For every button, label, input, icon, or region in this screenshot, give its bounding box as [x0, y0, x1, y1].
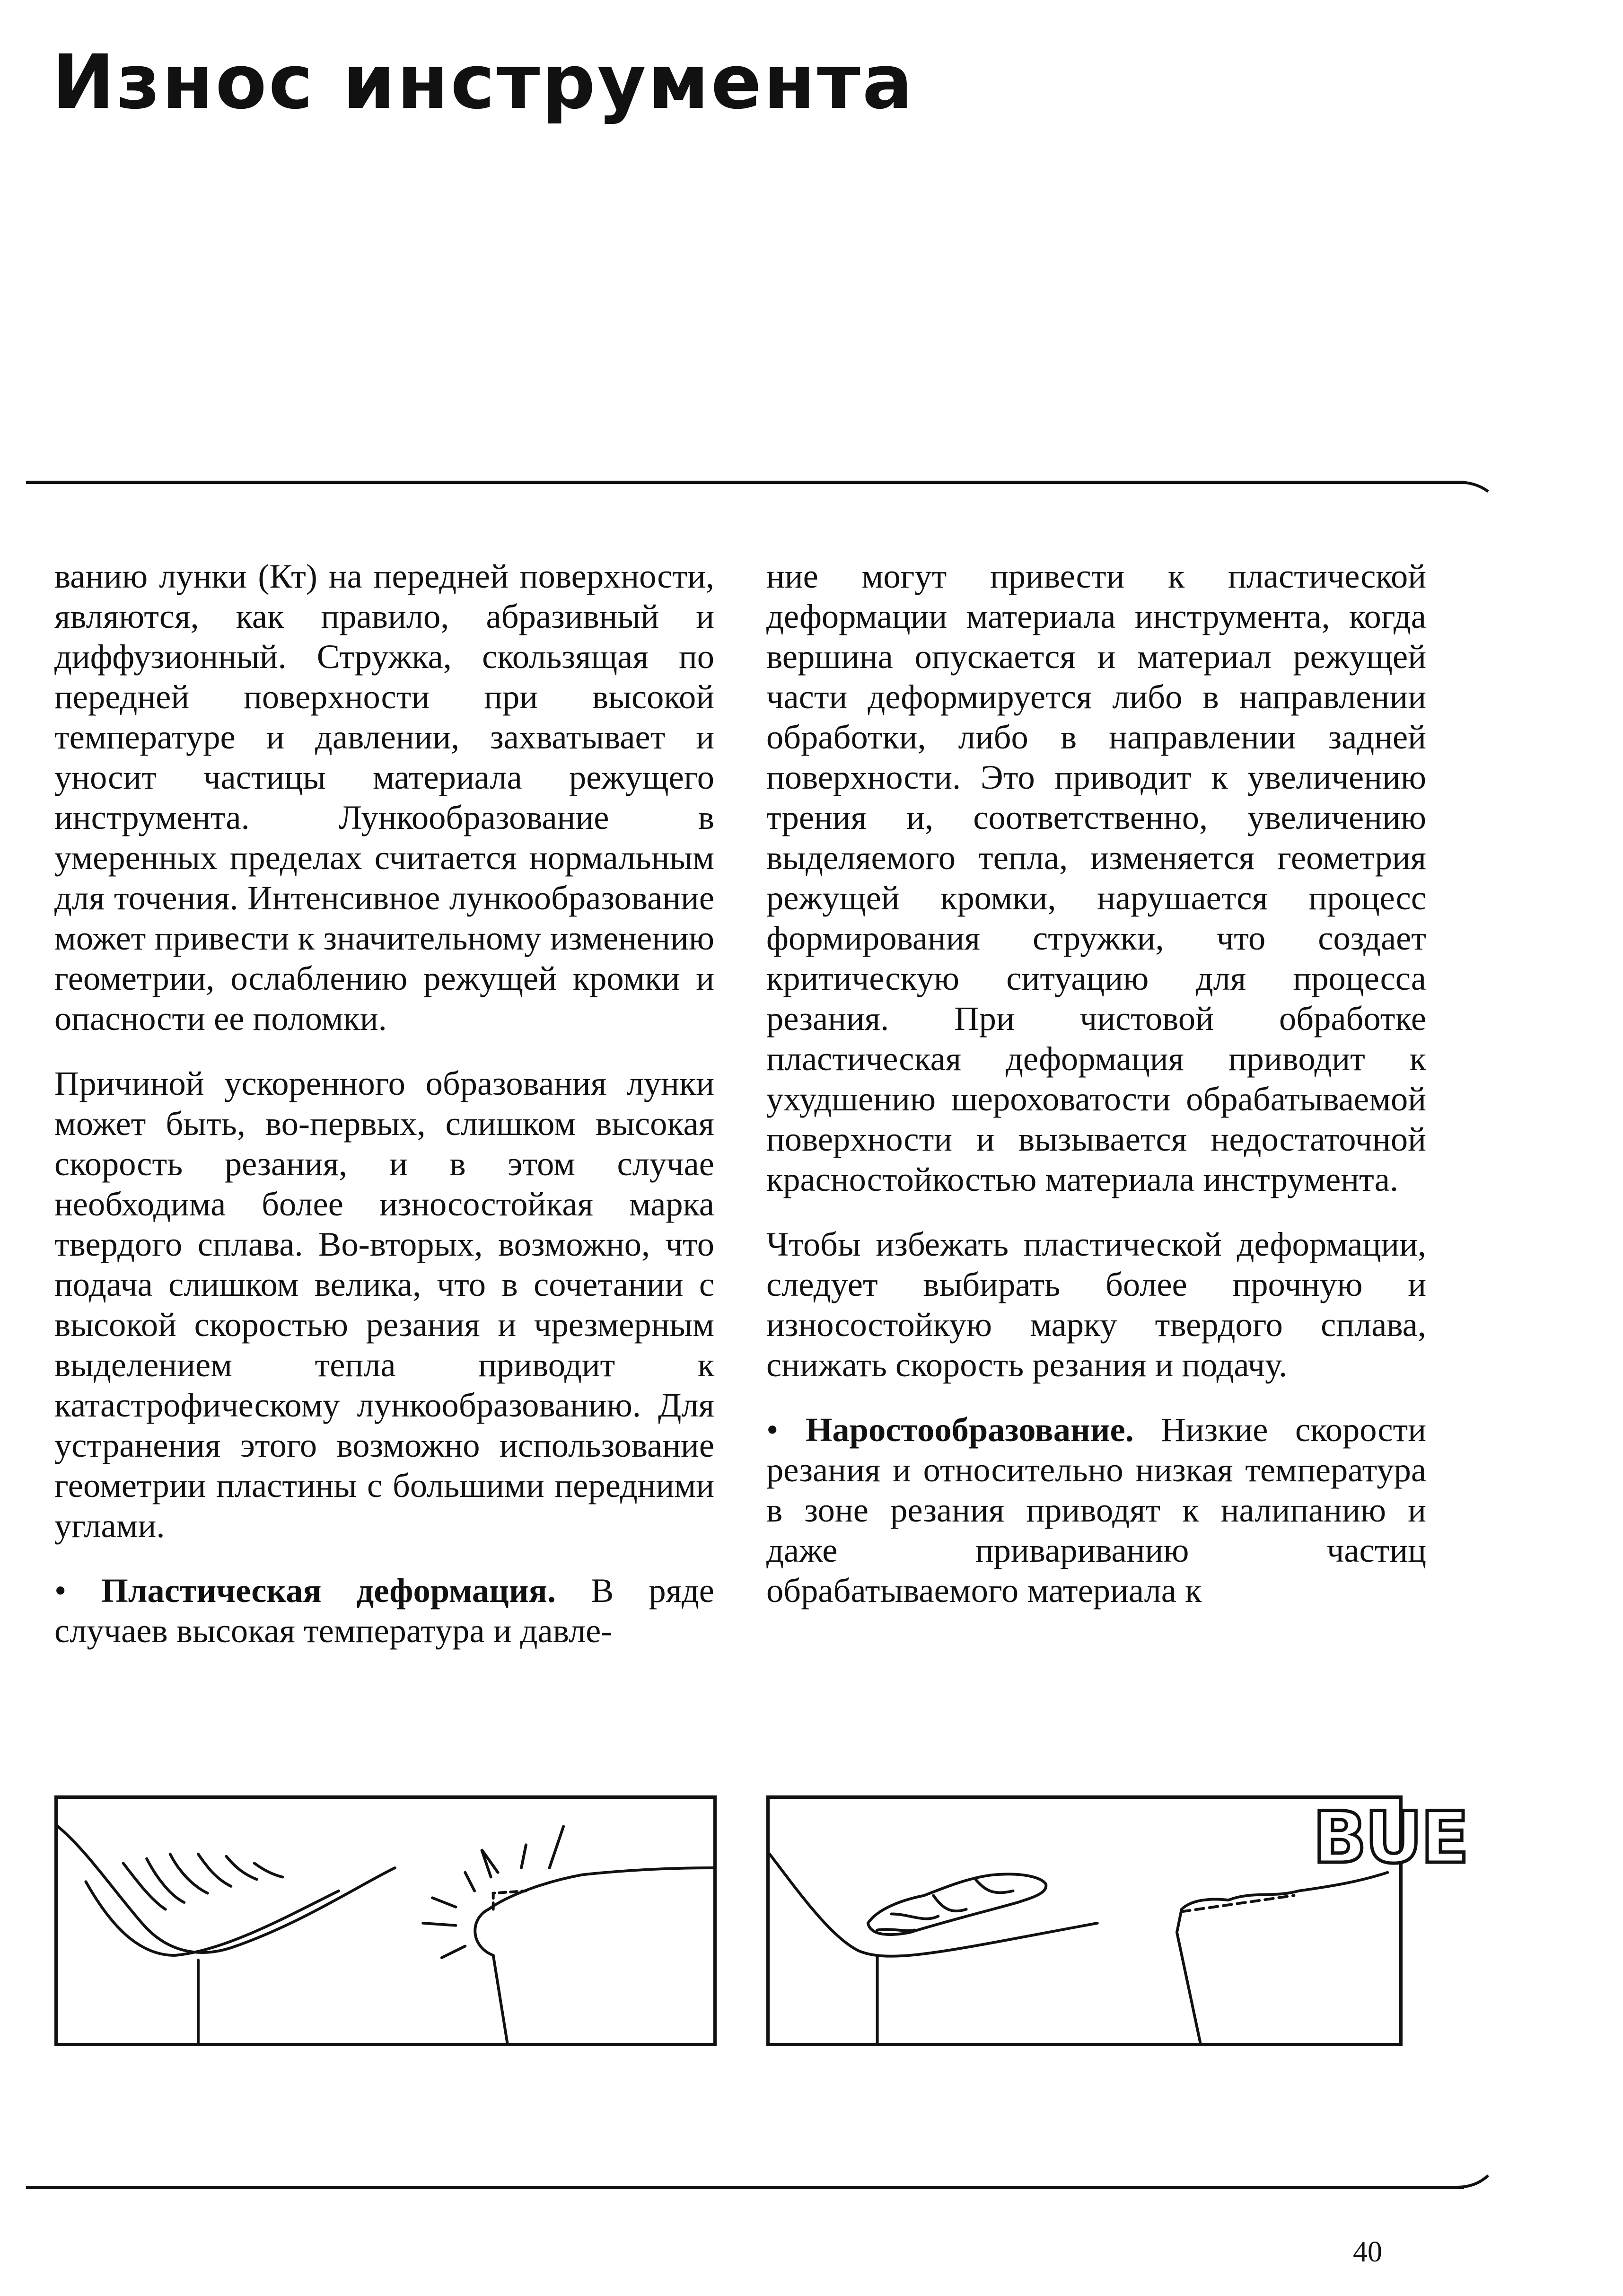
section-heading-built-up-edge: Наростообразование.	[806, 1410, 1134, 1449]
bue-label: BUE	[1313, 1797, 1467, 1879]
bottom-rule-end	[1457, 2172, 1490, 2190]
page-title: Износ инструмента	[52, 39, 915, 126]
bullet: •	[766, 1410, 806, 1449]
bottom-rule	[26, 2186, 1464, 2189]
top-rule-end	[1457, 475, 1490, 494]
left-column	[54, 556, 714, 1675]
right-paragraph-1: ние могут привести к пластической деформации материала инструмента, когда вершина опускается и материал режущей части деформируется либо в направлении обработки, либо в направлении задней поверхности. Это приводит к увеличению трения и, соответственно, увеличению выделяемого тепла, изменяется геометрия режущей кромки, нарушается процесс формирования стружки, что создает критическую ситуацию для процесса резания. При чистовой обработке пластическая деформация приводит к ухудшению шероховатости обрабатываемой поверхности и вызывается недостаточной красностойкостью материала инструмента.	[766, 557, 1426, 1198]
left-paragraph-3	[54, 1570, 714, 1651]
built-up-edge-drawing	[770, 1799, 1399, 2043]
right-paragraph-3-text: Низкие скорости резания и относительно низкая температура в зоне резания приводят к налипанию и даже привариванию частиц обрабатываемого материала к	[766, 1410, 1426, 1610]
right-column	[766, 556, 1426, 1635]
plastic-deformation-illustration	[54, 1795, 717, 2046]
left-paragraph-2: Причиной ускоренного образования лунки может быть, во-первых, слишком высокая скорость резания, и в этом случае необходима более износостойкая марка твердого сплава. Во-вторых, возможно, что подача слишком велика, что в сочетании с высокой скоростью резания и чрезмерным выделением тепла приводит к катастрофическому лункообразованию. Для устранения этого возможно использование геометрии пластины с большими передними углами.	[54, 1064, 714, 1545]
right-paragraph-2: Чтобы избежать пластической деформации, следует выбирать более прочную и износостойкую марку твердого сплава, снижать скорость резания и подачу.	[766, 1225, 1426, 1384]
plastic-deformation-drawing	[58, 1799, 713, 2043]
top-rule	[26, 481, 1464, 484]
page-number: 40	[1353, 2236, 1382, 2268]
section-heading-plastic-deformation: Пластическая деформация.	[101, 1571, 556, 1610]
left-paragraph-3-text: В ряде случаев высокая температура и давле-	[54, 1571, 714, 1650]
built-up-edge-illustration	[766, 1795, 1403, 2046]
right-paragraph-3	[766, 1409, 1426, 1610]
bullet: •	[54, 1571, 102, 1610]
left-paragraph-1: ванию лунки (Кт) на передней поверхности, являются, как правило, абразивный и диффузионный. Стружка, скользящая по передней поверхности при высокой температуре и давлении, захватывает и уносит частицы материала режущего инструмента. Лункообразование в умеренных пределах считается нормальным для точения. Интенсивное лункообразование может привести к значительному изменению геометрии, ослаблению режущей кромки и опасности ее поломки.	[54, 557, 714, 1038]
